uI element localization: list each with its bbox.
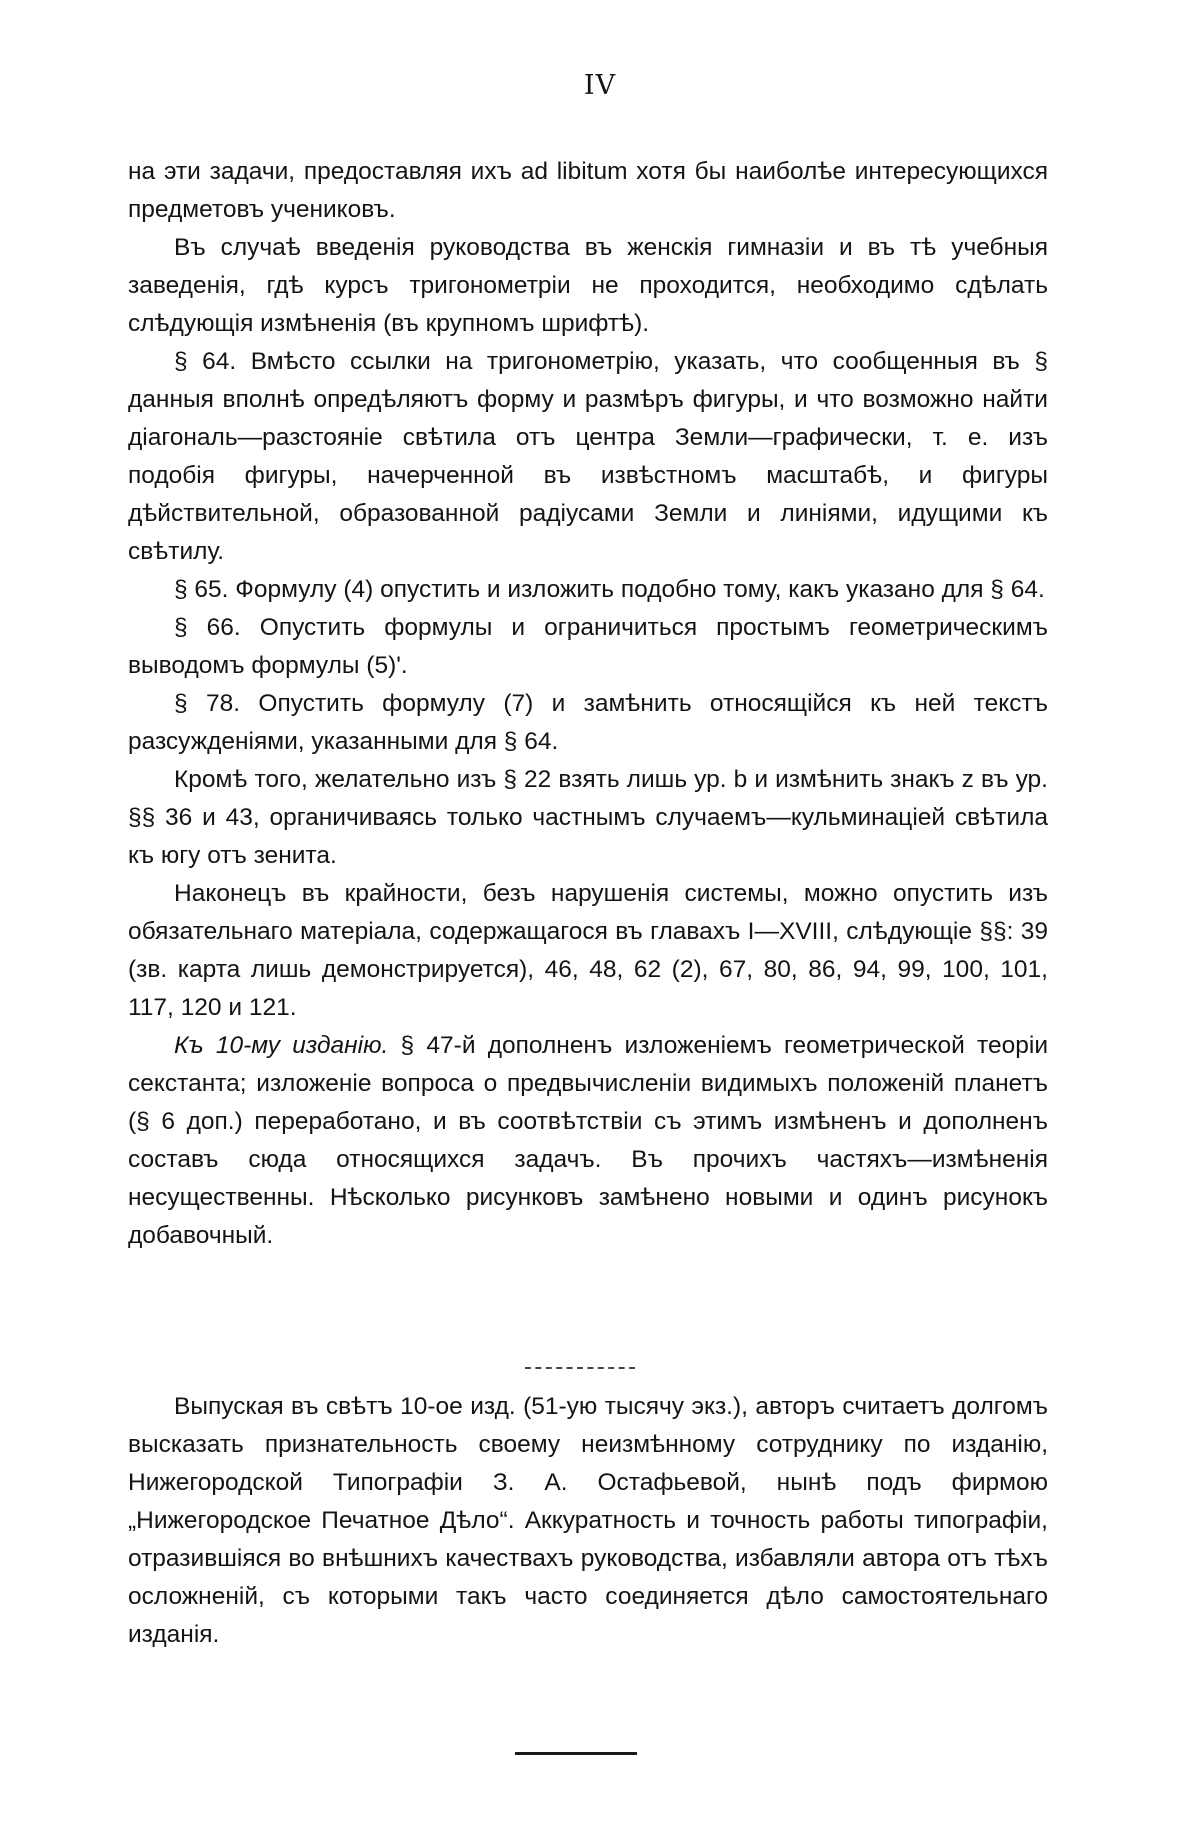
paragraph-acknowledgement: Выпуская въ свѣтъ 10-ое изд. (51-ую тысячу экз.), авторъ считаетъ долгомъ высказать признательность своему неизмѣнному сотруднику по изданію, Нижегородской Типографіи З. А. Остафьевой, нынѣ подъ фирмою „Нижегородское Печатное Дѣло“. Аккуратность и точность работы типографіи, отразившіяся во внѣшнихъ качествахъ руководства, избавляли автора отъ тѣхъ осложненій, съ которыми такъ часто соединяется дѣло самостоятельнаго изданія. xyxy=(128,1393,1048,1648)
acknowledgement-text xyxy=(128,1388,1048,1654)
paragraph-section-66: § 66. Опустить формулы и ограничиться простымъ геометрическимъ выводомъ формулы (5)'. xyxy=(128,614,1048,679)
paragraph-continuation: на эти задачи, предоставляя ихъ ad libitum хотя бы наиболѣе интересующихся предметовъ учениковъ. xyxy=(128,158,1048,223)
edition-note-lead: Къ 10-му изданію. xyxy=(174,1032,389,1059)
paragraph-edition-note xyxy=(128,1027,1048,1255)
paragraph-additional-changes: Кромѣ того, желательно изъ § 22 взять лишь ур. b и измѣнить знакъ z въ ур. §§ 36 и 43, органичиваясь только частнымъ случаемъ—кульминаціей свѣтила къ югу отъ зенита. xyxy=(128,766,1048,869)
paragraph-section-64: § 64. Вмѣсто ссылки на тригонометрію, указать, что сообщенныя въ § данныя вполнѣ опредѣляютъ форму и размѣръ фигуры, и что возможно найти діагональ—разстояніе свѣтила отъ центра Земли—графически, т. е. изъ подобія фигуры, начерченной въ извѣстномъ масштабѣ, и фигуры дѣйствительной, образованной радіусами Земли и линіями, идущими къ свѣтилу. xyxy=(128,348,1048,565)
page-number: IV xyxy=(583,70,617,101)
paragraph-optional-sections: Наконецъ въ крайности, безъ нарушенія системы, можно опустить изъ обязательнаго матеріала, содержащагося въ главахъ I—XVIII, слѣдующіе §§: 39 (зв. карта лишь демонстрируется), 46, 48, 62 (2), 67, 80, 86, 94, 99, 100, 101, 117, 120 и 121. xyxy=(128,880,1048,1021)
section-divider xyxy=(525,1367,635,1369)
paragraph-section-65: § 65. Формулу (4) опустить и изложить подобно тому, какъ указано для § 64. xyxy=(174,576,1045,603)
paragraph-section-78: § 78. Опустить формулу (7) и замѣнить относящійся къ ней текстъ разсужденіями, указанными для § 64. xyxy=(128,690,1048,755)
end-rule xyxy=(515,1752,637,1755)
main-text xyxy=(128,153,1048,1255)
paragraph-womens-gymnasia: Въ случаѣ введенія руководства въ женскія гимназіи и въ тѣ учебныя заведенія, гдѣ курсъ тригонометріи не проходится, необходимо сдѣлать слѣдующія измѣненія (въ крупномъ шрифтѣ). xyxy=(128,234,1048,337)
edition-note-body: § 47-й дополненъ изложеніемъ геометрической теоріи секстанта; изложеніе вопроса о предвычисленіи видимыхъ положеній планетъ (§ 6 доп.) переработано, и въ соотвѣтствіи съ этимъ измѣненъ и дополненъ составъ сюда относящихся задачъ. Въ прочихъ частяхъ—измѣненія несущественны. Нѣсколько рисунковъ замѣнено новыми и одинъ рисунокъ добавочный. xyxy=(128,1032,1049,1249)
